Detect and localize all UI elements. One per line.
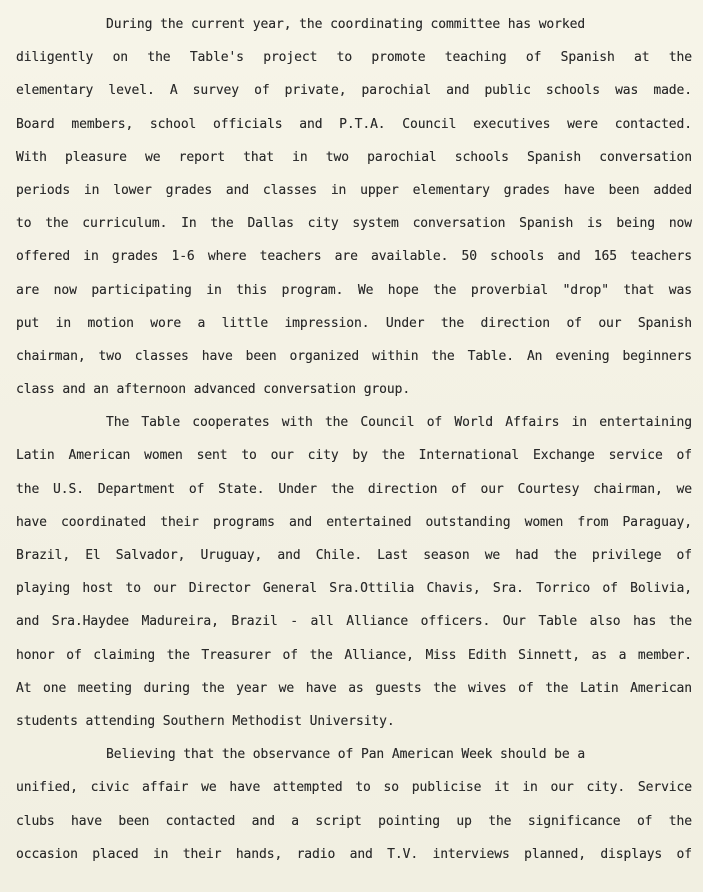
text-line: elementary level. A survey of private, parochial and public schools was made. (16, 83, 692, 99)
text-line: periods in lower grades and classes in upper elementary grades have been added (16, 182, 692, 198)
text-line: unified, civic affair we have attempted to so publicise it in our city. Service (16, 780, 692, 796)
text-line: playing host to our Director General Sra.Ottilia Chavis, Sra. Torrico of Bolivia, (16, 581, 692, 597)
text-line: With pleasure we report that in two parochial schools Spanish conversation (16, 149, 692, 165)
text-line: At one meeting during the year we have as guests the wives of the Latin American (16, 680, 692, 696)
text-line: to the curriculum. In the Dallas city system conversation Spanish is being now (16, 216, 692, 232)
text-line: and Sra.Haydee Madureira, Brazil - all Alliance officers. Our Table also has the (16, 614, 692, 630)
document-body (16, 8, 692, 871)
text-line: honor of claiming the Treasurer of the Alliance, Miss Edith Sinnett, as a member. (16, 647, 692, 663)
text-line: are now participating in this program. We hope the proverbial "drop" that was (16, 282, 692, 298)
text-line: Board members, school officials and P.T.A. Council executives were contacted. (16, 116, 692, 132)
paragraph-2-first-line: The Table cooperates with the Council of World Affairs in entertaining (106, 415, 692, 431)
text-line: diligently on the Table's project to promote teaching of Spanish at the (16, 50, 692, 66)
paragraph-1-first-line: During the current year, the coordinating committee has worked (106, 17, 586, 32)
text-line: put in motion wore a little impression. Under the direction of our Spanish (16, 315, 692, 331)
text-line: occasion placed in their hands, radio and T.V. interviews planned, displays of (16, 846, 692, 862)
paragraph-2-last-line: students attending Southern Methodist University. (16, 713, 395, 729)
text-line: have coordinated their programs and entertained outstanding women from Paraguay, (16, 514, 692, 530)
paragraph-1-last-line: class and an afternoon advanced conversation group. (16, 382, 411, 398)
text-line: offered in grades 1-6 where teachers are available. 50 schools and 165 teachers (16, 249, 692, 265)
text-line: chairman, two classes have been organized within the Table. An evening beginners (16, 348, 692, 364)
text-line: Brazil, El Salvador, Uruguay, and Chile. Last season we had the privilege of (16, 548, 692, 563)
text-line: clubs have been contacted and a script pointing up the significance of the (16, 813, 692, 829)
paragraph-3-first-line: Believing that the observance of Pan American Week should be a (106, 747, 586, 763)
text-line: Latin American women sent to our city by the International Exchange service of (16, 448, 692, 464)
text-line: the U.S. Department of State. Under the direction of our Courtesy chairman, we (16, 481, 692, 497)
